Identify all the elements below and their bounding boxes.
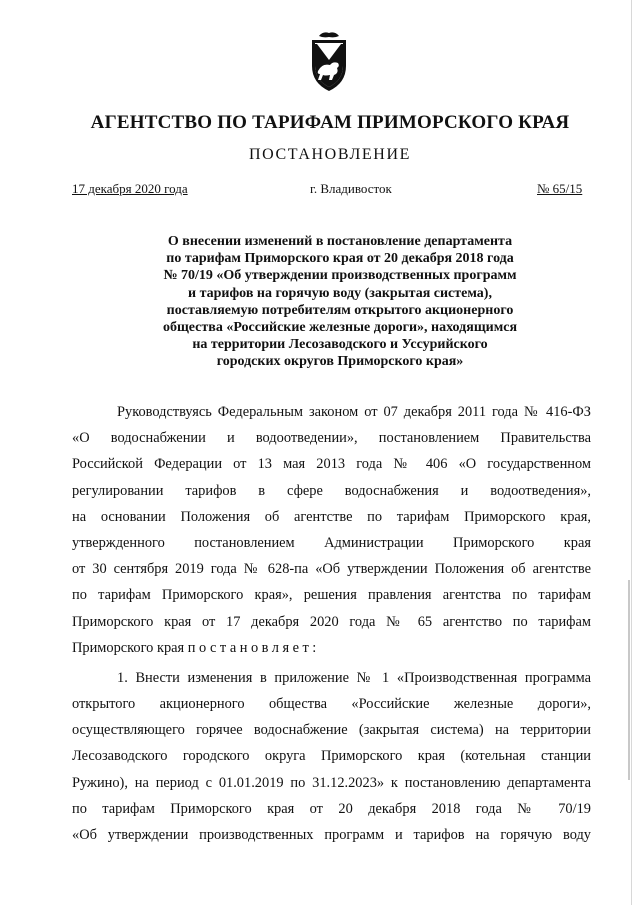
agency-name: АГЕНТСТВО ПО ТАРИФАМ ПРИМОРСКОГО КРАЯ — [90, 112, 570, 133]
body-line: по тарифам Приморского края от 20 декабря 2018 года № 70/19 — [72, 800, 591, 817]
body-line: регулировании тарифов в сфере водоснабжения и водоотведения», — [72, 482, 591, 499]
body-line-resolution — [72, 635, 591, 661]
resolution-verb: постановляет: — [187, 639, 320, 656]
body-line: Ружино), на период с 01.01.2019 по 31.12.2023» к постановлению департамента — [72, 774, 591, 791]
body-line: 1. Внести изменения в приложение № 1 «Производственная программа — [117, 669, 591, 686]
title-line: О внесении изменений в постановление департамента — [167, 234, 513, 249]
coat-of-arms-emblem — [299, 30, 359, 94]
body-line: по тарифам Приморского края», решения правления агентства по тарифам — [72, 587, 591, 604]
body-line: Приморского края от 17 декабря 2020 года № 65 агентство по тарифам — [72, 613, 591, 630]
title-line: городских округов Приморского края» — [216, 354, 464, 370]
document-city: г. Владивосток — [310, 181, 392, 196]
body-line: открытого акционерного общества «Российские железные дороги», — [72, 696, 591, 713]
body-line: «О водоснабжении и водоотведении», постановлением Правительства — [72, 430, 591, 447]
scan-edge-shadow — [628, 580, 630, 780]
document-title — [110, 233, 570, 371]
title-line: № 70/19 «Об утверждении производственных программ — [163, 268, 517, 284]
title-line: по тарифам Приморского края от 20 декабря 2018 года — [166, 251, 514, 267]
document-type: ПОСТАНОВЛЕНИЕ — [249, 146, 411, 163]
title-line: и тарифов на горячую воду (закрытая система), — [188, 285, 492, 301]
body-line: Лесозаводского городского округа Приморского края (котельная станции — [72, 748, 591, 765]
document-date: 17 декабря 2020 года — [72, 181, 188, 196]
page-edge — [631, 0, 632, 905]
body-line: Российской Федерации от 13 мая 2013 года № 406 «О государственном — [72, 456, 591, 473]
resolution-prefix: Приморского края — [72, 639, 185, 656]
body-line: утвержденного постановлением Администрации Приморского края — [72, 534, 591, 551]
body-line: Руководствуясь Федеральным законом от 07 декабря 2011 года № 416-ФЗ — [117, 404, 591, 420]
document-body — [72, 399, 591, 848]
body-line: на основании Положения об агентстве по тарифам Приморского края, — [72, 508, 591, 525]
body-line: осуществляющего горячее водоснабжение (закрытая система) на территории — [72, 722, 591, 739]
body-line: от 30 сентября 2019 года № 628-па «Об утверждении Положения об агентстве — [72, 561, 591, 578]
title-line: на территории Лесозаводского и Уссурийского — [192, 337, 488, 353]
title-line: поставляемую потребителям открытого акционерного — [166, 302, 514, 318]
title-line: общества «Российские железные дороги», находящимся — [162, 320, 518, 336]
body-line: «Об утверждении производственных программ и тарифов на горячую воду — [72, 827, 591, 843]
document-number: № 65/15 — [537, 181, 583, 196]
